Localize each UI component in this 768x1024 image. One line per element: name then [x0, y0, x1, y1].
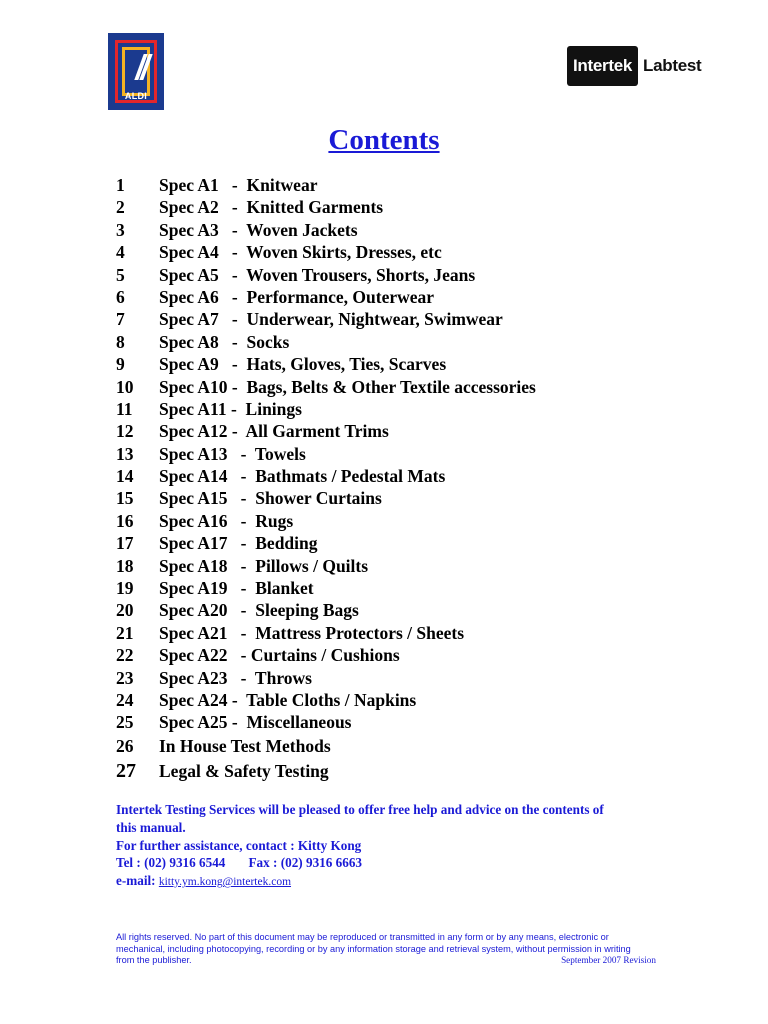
contents-entry-number: 12	[116, 421, 134, 442]
contents-entry-number: 1	[116, 175, 125, 195]
contents-entry	[116, 759, 676, 784]
contents-entry	[116, 376, 676, 398]
contents-entry-label: Spec A3 - Woven Jackets	[159, 219, 358, 240]
contents-entry-label: Spec A23 - Throws	[159, 667, 312, 688]
contents-entry-label: Spec A9 - Hats, Gloves, Ties, Scarves	[159, 354, 447, 375]
contents-entry-label: Spec A18 - Pillows / Quilts	[159, 555, 369, 576]
contents-entry-number: 25	[116, 712, 134, 733]
contents-entry-number: 6	[116, 286, 125, 307]
contents-entry-label: In House Test Methods	[159, 735, 331, 756]
fax: Fax : (02) 9316 6663	[248, 855, 363, 871]
contents-entry-number: 9	[116, 354, 125, 375]
contents-entry-number: 11	[116, 398, 133, 419]
contents-entry-number: 4	[116, 242, 125, 263]
contents-entry	[116, 286, 676, 308]
contents-entry	[116, 308, 676, 330]
contents-entry-number: 21	[116, 622, 134, 643]
contents-entry-number: 13	[116, 443, 134, 464]
contents-entry	[116, 667, 676, 689]
aldi-logo-yellow-frame	[122, 47, 150, 96]
contents-entry-label: Spec A4 - Woven Skirts, Dresses, etc	[159, 242, 442, 263]
contents-entry	[116, 622, 676, 644]
contents-entry-label: Spec A12 - All Garment Trims	[159, 421, 389, 442]
contents-entry	[116, 644, 676, 666]
contact-block	[116, 801, 676, 892]
contents-entry-label: Spec A8 - Socks	[159, 331, 290, 352]
intertek-labtest-logo	[567, 46, 701, 86]
contact-intro-line: Intertek Testing Services will be pleased to offer free help and advice on the contents of	[116, 802, 604, 817]
copyright-line-1: All rights reserved. No part of this document may be reproduced or transmitted in any form or by any means, electronic or	[116, 932, 609, 942]
contents-entry-label: Spec A22 - Curtains / Cushions	[159, 645, 400, 666]
contents-entry	[116, 532, 676, 554]
contents-entry	[116, 510, 676, 532]
contents-entry-label: Spec A15 - Shower Curtains	[159, 488, 382, 509]
contents-entry-number: 18	[116, 555, 134, 576]
contents-entry-label: Spec A24 - Table Cloths / Napkins	[159, 689, 417, 710]
contents-entry-number: 3	[116, 219, 125, 240]
contents-entry-label: Spec A1 - Knitwear	[159, 175, 318, 195]
contents-entry-label: Spec A6 - Performance, Outerwear	[159, 286, 435, 307]
contents-entry	[116, 219, 676, 241]
contents-entry-label: Spec A21 - Mattress Protectors / Sheets	[159, 622, 465, 643]
contents-entry-label: Spec A2 - Knitted Garments	[159, 197, 384, 218]
contact-intro-line-2: this manual.	[116, 819, 186, 835]
contents-entry-number: 26	[116, 735, 134, 756]
contents-entry-number: 14	[116, 466, 134, 487]
contents-entry-label: Spec A5 - Woven Trousers, Shorts, Jeans	[159, 264, 476, 285]
contents-entry	[116, 241, 676, 263]
aldi-logo	[108, 33, 164, 110]
contents-entry-label: Spec A16 - Rugs	[159, 510, 294, 531]
contents-entry-number: 20	[116, 600, 134, 621]
contents-entry	[116, 689, 676, 711]
contents-entry-number: 16	[116, 510, 134, 531]
contents-entry-number: 27	[116, 759, 136, 782]
contents-entry	[116, 711, 676, 733]
contents-entry-number: 2	[116, 197, 125, 218]
contact-phone-row	[116, 854, 676, 872]
contents-entry-label: Spec A25 - Miscellaneous	[159, 712, 352, 733]
copyright-line-2: mechanical, including photocopying, recording or by any information storage and retrieval system, without permission in writing	[116, 943, 631, 954]
contents-entry-label: Spec A20 - Sleeping Bags	[159, 600, 359, 621]
contents-entry	[116, 577, 676, 599]
contents-entry	[116, 353, 676, 375]
revision-date: September 2007 Revision	[561, 955, 656, 965]
contents-entry	[116, 196, 676, 218]
labtest-logo-text: Labtest	[643, 56, 702, 75]
contents-entry	[116, 555, 676, 577]
contents-entry	[116, 734, 676, 759]
email-link[interactable]: kitty.ym.kong@intertek.com	[158, 876, 292, 889]
contents-entry	[116, 465, 676, 487]
contents-entry-number: 15	[116, 488, 134, 509]
contents-entry	[116, 599, 676, 621]
contents-entry	[116, 264, 676, 286]
contents-entry-label: Spec A10 - Bags, Belts & Other Textile accessories	[159, 376, 536, 397]
contents-entry-number: 8	[116, 331, 125, 352]
contents-entry-label: Spec A19 - Blanket	[159, 578, 314, 599]
contents-entry-label: Spec A11 - Linings	[159, 398, 302, 419]
contents-entry-number: 5	[116, 264, 125, 285]
contents-list	[116, 174, 676, 784]
contents-entry-label: Spec A17 - Bedding	[159, 533, 318, 554]
contents-entry-label: Spec A13 - Towels	[159, 443, 306, 464]
aldi-logo-text: ALDI	[124, 91, 148, 101]
contents-entry-number: 22	[116, 645, 134, 666]
contents-entry-number: 10	[116, 376, 134, 397]
contents-entry-number: 7	[116, 309, 125, 330]
contents-entry-label: Legal & Safety Testing	[159, 760, 329, 781]
page-title: Contents	[328, 124, 440, 156]
contact-email-row	[116, 872, 676, 892]
contents-entry	[116, 398, 676, 420]
contents-entry-label: Spec A14 - Bathmats / Pedestal Mats	[159, 466, 446, 487]
contents-entry-number: 24	[116, 689, 134, 710]
contents-entry-number: 19	[116, 578, 134, 599]
contents-entry-number: 17	[116, 533, 134, 554]
contents-entry	[116, 487, 676, 509]
contact-person: For further assistance, contact : Kitty Kong	[116, 837, 362, 853]
email-label: e-mail:	[116, 873, 156, 889]
contents-entry	[116, 331, 676, 353]
contents-entry	[116, 443, 676, 465]
contents-entry	[116, 174, 676, 196]
copyright-footer	[116, 932, 656, 967]
contents-entry-label: Spec A7 - Underwear, Nightwear, Swimwear	[159, 309, 503, 330]
telephone: Tel : (02) 9316 6544	[116, 855, 226, 871]
intertek-logo-box: Intertek	[567, 46, 638, 86]
contents-entry-number: 23	[116, 667, 134, 688]
contents-entry	[116, 420, 676, 442]
copyright-line-3: from the publisher.	[116, 955, 192, 965]
